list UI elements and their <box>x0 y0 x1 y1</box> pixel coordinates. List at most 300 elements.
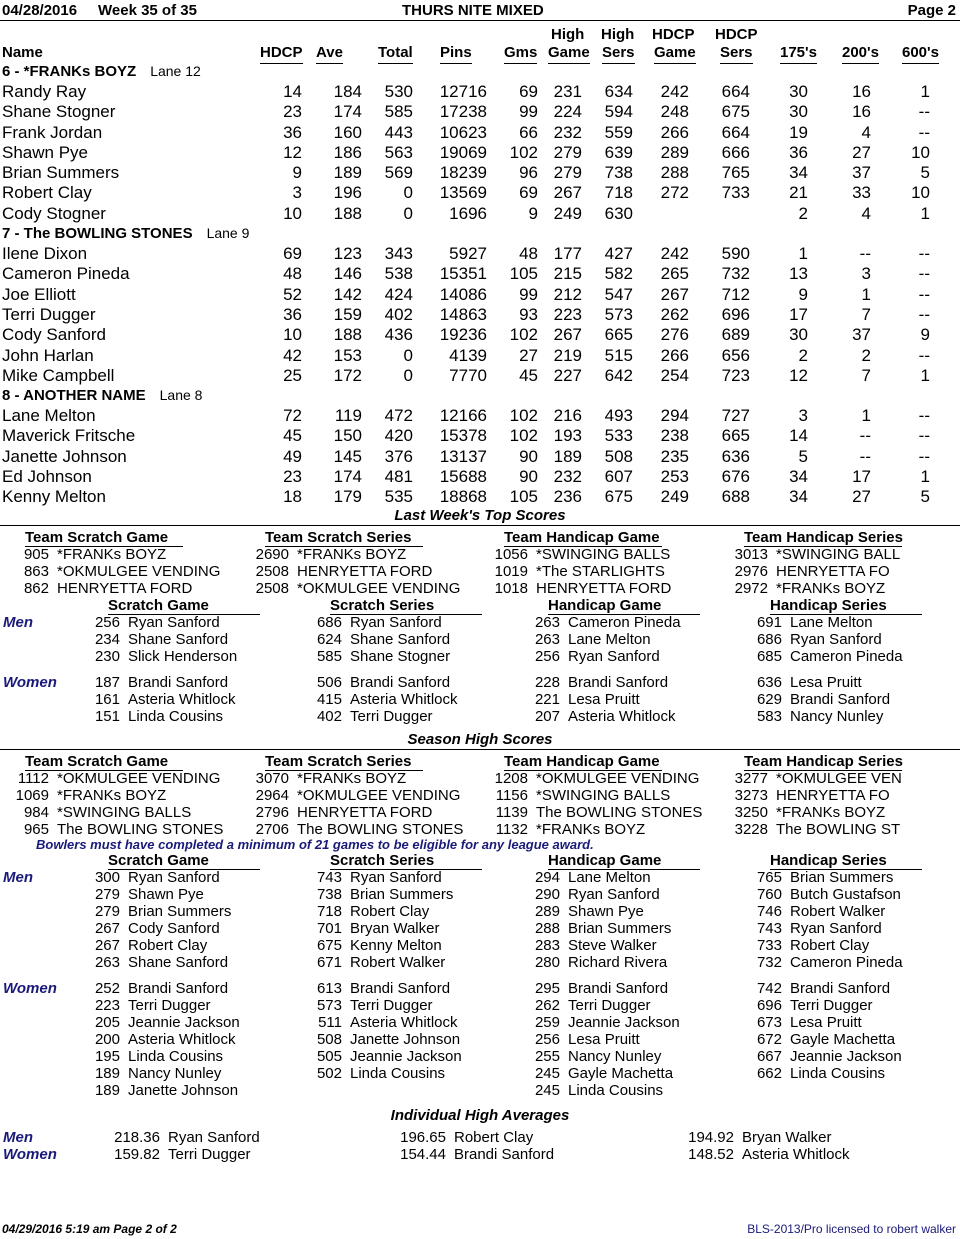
team-name: *FRANKs BOYZ <box>776 804 886 821</box>
player-stat: 232 <box>553 467 582 487</box>
team-score-line <box>482 580 671 597</box>
player-stat: 153 <box>333 345 362 365</box>
bowler-name: Brandi Sanford <box>568 674 669 691</box>
player-stat: -- <box>859 446 871 466</box>
score-value: 255 <box>534 1048 560 1065</box>
team-score-line <box>482 770 699 787</box>
women-score-line <box>520 1014 680 1031</box>
player-row <box>0 102 960 122</box>
team-score-line <box>243 770 406 787</box>
bowler-name: Terri Dugger <box>350 997 433 1014</box>
player-stat: 436 <box>384 325 413 345</box>
team-score-line <box>722 821 900 838</box>
player-name: Joe Elliott <box>2 284 76 304</box>
score-value: 263 <box>534 631 560 648</box>
player-stat: 30 <box>789 102 808 122</box>
score-value: 3013 <box>734 546 768 563</box>
col-gms: Gms <box>504 44 537 64</box>
team-score-line <box>482 546 670 563</box>
score-value: 289 <box>534 903 560 920</box>
team-score-line <box>243 580 460 597</box>
player-row <box>0 143 960 163</box>
bowler-name: Jeannie Jackson <box>128 1014 240 1031</box>
player-stat: 189 <box>333 163 362 183</box>
score-value: 746 <box>756 903 782 920</box>
player-stat: 559 <box>604 122 633 142</box>
player-stat: 636 <box>721 446 750 466</box>
team-name: HENRYETTA FO <box>776 563 890 580</box>
player-stat: 696 <box>721 304 750 324</box>
individual-category-header <box>548 852 700 870</box>
player-stat: -- <box>918 406 930 426</box>
col-hdcp-game: Game <box>654 44 696 64</box>
team-score-line <box>243 821 463 838</box>
col-hdcp: HDCP <box>260 44 303 64</box>
player-stat: 69 <box>283 244 302 264</box>
average-value: 154.44 <box>400 1146 446 1163</box>
last-week-title: Last Week's Top Scores <box>394 507 566 524</box>
player-stat: -- <box>918 345 930 365</box>
player-stat: 66 <box>519 122 538 142</box>
player-stat: 19 <box>789 122 808 142</box>
player-stat: 42 <box>283 345 302 365</box>
player-stat: 196 <box>333 183 362 203</box>
player-name: Ed Johnson <box>2 467 92 487</box>
player-stat: 93 <box>519 304 538 324</box>
report-header <box>0 2 960 21</box>
player-name: Terri Dugger <box>2 304 96 324</box>
bowler-name: Robert Clay <box>128 937 208 954</box>
player-stat: 3 <box>292 183 302 203</box>
footer-timestamp: 04/29/2016 5:19 am Page 2 of 2 <box>2 1222 177 1236</box>
men-score-line <box>742 648 903 665</box>
team-category-header <box>744 753 902 771</box>
team-score-line <box>722 804 885 821</box>
player-stat: 10 <box>911 142 930 162</box>
player-stat: 472 <box>384 406 413 426</box>
player-stat: 547 <box>604 284 633 304</box>
player-stat: 664 <box>721 122 750 142</box>
men-label: Men <box>3 614 33 631</box>
player-stat: 159 <box>333 304 362 324</box>
bowler-name: Asteria Whitlock <box>128 1031 236 1048</box>
women-score-line <box>80 1014 240 1031</box>
player-stat: 573 <box>604 304 633 324</box>
player-stat: 17 <box>852 467 871 487</box>
team-score-line <box>482 563 665 580</box>
bowler-name: Cameron Pineda <box>568 614 681 631</box>
score-value: 905 <box>23 546 49 563</box>
bowler-name: Brandi Sanford <box>790 691 891 708</box>
score-value: 256 <box>94 614 120 631</box>
score-value: 984 <box>23 804 49 821</box>
player-name: Maverick Fritsche <box>2 426 136 446</box>
player-stat: 634 <box>604 82 633 101</box>
men-score-line <box>80 920 220 937</box>
bowler-name: Shane Sanford <box>128 954 229 971</box>
score-value: 295 <box>534 980 560 997</box>
team-category-label: Team Handicap Game <box>504 529 662 547</box>
col-hdcp-sers-top: HDCP <box>715 26 758 43</box>
player-row <box>0 467 960 487</box>
player-stat: 14863 <box>439 304 487 324</box>
player-stat: 160 <box>333 122 362 142</box>
women-average-line <box>112 1146 251 1163</box>
player-stat: 34 <box>789 487 808 507</box>
player-stat: 7770 <box>449 365 487 385</box>
women-score-line <box>80 1082 238 1099</box>
men-score-line <box>302 954 445 971</box>
player-stat: 1 <box>861 406 871 426</box>
bowler-name: Asteria Whitlock <box>128 691 236 708</box>
player-row <box>0 183 960 203</box>
score-value: 2508 <box>255 563 289 580</box>
team-category-header <box>265 529 423 547</box>
score-value: 863 <box>23 563 49 580</box>
team-name: The BOWLING STONES <box>536 804 703 821</box>
player-stat: 36 <box>283 304 302 324</box>
score-value: 290 <box>534 886 560 903</box>
men-score-line <box>80 937 207 954</box>
score-value: 207 <box>534 708 560 725</box>
score-value: 252 <box>94 980 120 997</box>
bowler-name: Shane Stogner <box>350 648 451 665</box>
team-name <box>2 387 202 404</box>
player-stat: 508 <box>604 446 633 466</box>
bowler-name: Brandi Sanford <box>790 980 891 997</box>
player-stat: 0 <box>403 365 413 385</box>
player-stat: 248 <box>660 102 689 122</box>
women-score-line <box>742 708 883 725</box>
team-score-line <box>482 821 645 838</box>
player-stat: 642 <box>604 365 633 385</box>
player-stat: 34 <box>789 467 808 487</box>
bowler-name: Brian Summers <box>568 920 672 937</box>
player-stat: 45 <box>519 365 538 385</box>
player-stat: 146 <box>333 264 362 284</box>
team-name: *FRANKs BOYZ <box>57 546 167 563</box>
men-score-line <box>80 954 228 971</box>
bowler-name: Ryan Sanford <box>790 631 882 648</box>
team-category-header <box>744 529 902 547</box>
player-name: Cody Sanford <box>2 325 106 345</box>
bowler-name: Richard Rivera <box>568 954 668 971</box>
team-name: *FRANKs BOYZ <box>536 821 646 838</box>
player-stat: 5 <box>920 163 930 183</box>
team-lane: Lane 9 <box>206 225 250 242</box>
bowler-name: Shane Sanford <box>128 631 229 648</box>
player-row <box>0 204 960 224</box>
bowler-name: Jeannie Jackson <box>568 1014 680 1031</box>
player-stat: 343 <box>384 244 413 264</box>
score-value: 221 <box>534 691 560 708</box>
player-stat: 607 <box>604 467 633 487</box>
score-value: 263 <box>534 614 560 631</box>
player-stat: 119 <box>334 406 362 426</box>
women-score-line <box>80 674 228 691</box>
women-score-line <box>80 980 228 997</box>
player-stat: -- <box>918 446 930 466</box>
score-value: 573 <box>316 997 342 1014</box>
player-stat: 27 <box>519 345 538 365</box>
player-stat: 37 <box>852 163 871 183</box>
bowler-name: Lesa Pruitt <box>790 674 862 691</box>
player-row <box>0 163 960 183</box>
women-score-line <box>742 1065 885 1082</box>
bowler-name: Linda Cousins <box>790 1065 886 1082</box>
team-score-line <box>482 804 702 821</box>
team-category-label: Team Scratch Series <box>265 529 423 547</box>
score-value: 245 <box>534 1082 560 1099</box>
average-value: 159.82 <box>114 1146 160 1163</box>
score-value: 691 <box>756 614 782 631</box>
team-name: *OKMULGEE VENDING <box>57 563 221 580</box>
player-stat: 712 <box>721 284 750 304</box>
team-header <box>0 224 960 244</box>
score-value: 965 <box>23 821 49 838</box>
player-stat: 1 <box>861 284 871 304</box>
bowler-name: Robert Walker <box>790 903 886 920</box>
team-name: HENRYETTA FO <box>776 787 890 804</box>
score-value: 583 <box>756 708 782 725</box>
team-name: The BOWLING STONES <box>57 821 224 838</box>
player-name: Kenny Melton <box>2 487 106 507</box>
player-stat: 2 <box>861 345 871 365</box>
player-stat: 664 <box>721 82 750 101</box>
women-score-line <box>520 691 640 708</box>
divider <box>0 749 960 750</box>
player-stat: 9 <box>920 325 930 345</box>
team-name: *OKMULGEE VEN <box>776 770 902 787</box>
women-score-line <box>520 1048 661 1065</box>
average-value: 148.52 <box>688 1146 734 1163</box>
bowler-name: Ryan Sanford <box>128 869 220 886</box>
score-value: 259 <box>534 1014 560 1031</box>
player-stat: 4 <box>861 122 871 142</box>
bowler-name: Lesa Pruitt <box>790 1014 862 1031</box>
player-stat: 193 <box>553 426 582 446</box>
score-value: 288 <box>534 920 560 937</box>
men-label: Men <box>3 869 33 886</box>
score-value: 1208 <box>494 770 528 787</box>
team-score-line <box>3 580 192 597</box>
score-value: 662 <box>756 1065 782 1082</box>
men-score-line <box>742 631 882 648</box>
player-stat: 630 <box>604 203 633 223</box>
player-stat: 639 <box>604 142 633 162</box>
player-name: Lane Melton <box>2 406 96 426</box>
bowler-name: Nancy Nunley <box>790 708 884 725</box>
bowler-name: Lesa Pruitt <box>568 1031 640 1048</box>
team-score-line <box>243 804 432 821</box>
player-stat: 4 <box>861 203 871 223</box>
bowler-name: Robert Walker <box>350 954 446 971</box>
player-stat: 249 <box>553 203 582 223</box>
col-ave: Ave <box>316 44 343 64</box>
player-stat: 666 <box>721 142 750 162</box>
women-score-line <box>520 980 668 997</box>
men-score-line <box>80 869 220 886</box>
player-stat: 249 <box>660 487 689 507</box>
team-name <box>2 63 201 80</box>
team-standings <box>0 62 960 508</box>
score-value: 263 <box>94 954 120 971</box>
score-value: 1018 <box>494 580 528 597</box>
player-stat: 13137 <box>439 446 487 466</box>
player-stat: 215 <box>553 264 582 284</box>
player-stat: 27 <box>852 487 871 507</box>
player-stat: 569 <box>384 163 413 183</box>
women-score-line <box>742 1014 862 1031</box>
women-score-line <box>520 674 668 691</box>
player-stat: 102 <box>509 406 538 426</box>
player-stat: 493 <box>604 406 633 426</box>
score-value: 256 <box>534 1031 560 1048</box>
team-category-header <box>265 753 423 771</box>
col-high-game-top: High <box>551 26 585 43</box>
player-stat: -- <box>859 244 871 264</box>
individual-high-averages <box>0 1129 960 1169</box>
women-score-line <box>520 708 676 725</box>
men-score-line <box>742 903 885 920</box>
score-value: 613 <box>316 980 342 997</box>
women-label: Women <box>3 980 57 997</box>
bowler-name: Cody Sanford <box>128 920 220 937</box>
player-stat: 96 <box>519 163 538 183</box>
player-stat: 34 <box>789 163 808 183</box>
bowler-name: Slick Henderson <box>128 648 238 665</box>
score-value: 2508 <box>255 580 289 597</box>
score-value: 701 <box>316 920 342 937</box>
player-row <box>0 123 960 143</box>
men-average-line <box>686 1129 831 1146</box>
player-stat: 236 <box>553 487 582 507</box>
player-stat: 10 <box>283 325 302 345</box>
player-stat: -- <box>918 284 930 304</box>
women-score-line <box>302 691 458 708</box>
men-score-line <box>80 614 220 631</box>
player-stat: 262 <box>660 304 689 324</box>
player-stat: 1 <box>920 467 930 487</box>
individual-category-label: Handicap Game <box>548 597 700 615</box>
score-value: 624 <box>316 631 342 648</box>
team-name: The BOWLING STONES <box>297 821 464 838</box>
player-stat: 172 <box>333 365 362 385</box>
team-header <box>0 62 960 82</box>
men-score-line <box>302 886 453 903</box>
player-stat: 19236 <box>439 325 487 345</box>
bowler-name: Kenny Melton <box>350 937 442 954</box>
women-score-line <box>302 997 433 1014</box>
score-value: 3277 <box>734 770 768 787</box>
score-value: 732 <box>756 954 782 971</box>
player-stat: -- <box>918 244 930 264</box>
score-value: 279 <box>94 886 120 903</box>
women-score-line <box>80 691 236 708</box>
player-stat: -- <box>918 304 930 324</box>
score-value: 1139 <box>495 804 528 821</box>
player-stat: 21 <box>789 183 808 203</box>
player-stat: 5 <box>798 446 808 466</box>
bowler-name: Butch Gustafson <box>790 886 901 903</box>
bowler-name: Asteria Whitlock <box>350 1014 458 1031</box>
individual-category-label: Scratch Game <box>108 597 260 615</box>
men-score-line <box>520 614 681 631</box>
player-stat: 14 <box>283 82 302 101</box>
player-stat: 1 <box>920 365 930 385</box>
col-high-sers: Sers <box>602 44 635 64</box>
player-stat: 279 <box>553 163 582 183</box>
score-value: 3070 <box>255 770 289 787</box>
men-score-line <box>80 631 228 648</box>
divider <box>0 525 960 526</box>
player-stat: 242 <box>660 244 689 264</box>
score-value: 230 <box>94 648 120 665</box>
score-value: 686 <box>316 614 342 631</box>
player-stat: 723 <box>721 365 750 385</box>
score-value: 765 <box>756 869 782 886</box>
team-lane: Lane 8 <box>159 387 203 404</box>
report-date: 04/28/2016 <box>2 2 78 19</box>
player-stat: 535 <box>384 487 413 507</box>
men-score-line <box>302 920 439 937</box>
player-stat: 48 <box>519 244 538 264</box>
player-stat: 10623 <box>439 122 487 142</box>
team-category-label: Team Scratch Game <box>25 529 183 547</box>
player-stat: 266 <box>660 122 689 142</box>
bowler-name: Asteria Whitlock <box>568 708 676 725</box>
player-stat: 179 <box>333 487 362 507</box>
player-stat: 424 <box>384 284 413 304</box>
col-200s: 200's <box>842 44 879 64</box>
player-stat: 4139 <box>449 345 487 365</box>
women-label: Women <box>3 1146 57 1163</box>
bowler-name: Asteria Whitlock <box>350 691 458 708</box>
score-value: 1056 <box>494 546 528 563</box>
team-name: HENRYETTA FORD <box>297 804 433 821</box>
bowler-name: Jeannie Jackson <box>350 1048 462 1065</box>
women-label: Women <box>3 674 57 691</box>
player-stat: 232 <box>553 122 582 142</box>
player-stat: 5 <box>920 487 930 507</box>
player-stat: 23 <box>283 467 302 487</box>
player-stat: 727 <box>721 406 750 426</box>
player-name: Shane Stogner <box>2 102 116 122</box>
score-value: 205 <box>94 1014 120 1031</box>
men-score-line <box>80 903 231 920</box>
team-name: *SWINGING BALLS <box>536 546 671 563</box>
player-row <box>0 82 960 102</box>
women-score-line <box>742 674 862 691</box>
player-stat: 235 <box>660 446 689 466</box>
men-label: Men <box>3 1129 33 1146</box>
player-stat: 142 <box>333 284 362 304</box>
player-stat: 420 <box>384 426 413 446</box>
team-category-header <box>504 529 662 547</box>
score-value: 862 <box>23 580 49 597</box>
player-stat: 718 <box>604 183 633 203</box>
score-value: 2976 <box>734 563 768 580</box>
women-score-line <box>742 980 890 997</box>
player-stat: 15688 <box>439 467 487 487</box>
team-score-line <box>722 546 900 563</box>
player-stat: 0 <box>403 345 413 365</box>
team-score-line <box>3 804 191 821</box>
col-total: Total <box>378 44 413 64</box>
score-value: 1069 <box>15 787 49 804</box>
player-stat: 27 <box>852 142 871 162</box>
women-score-line <box>80 1065 221 1082</box>
